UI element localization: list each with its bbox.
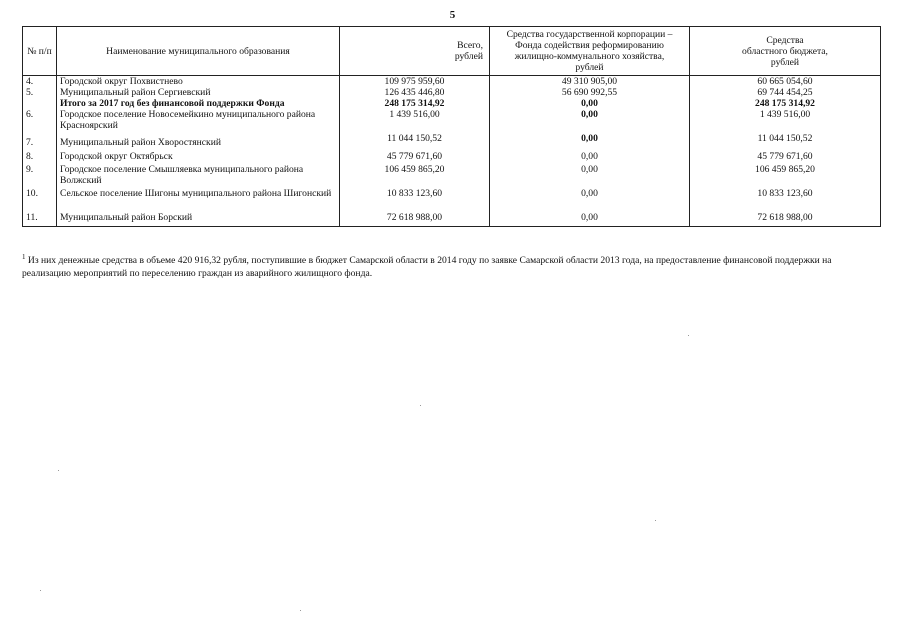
header-regional-line: областного бюджета,: [742, 45, 828, 57]
row-regional: 69 744 454,25: [690, 87, 881, 98]
row-total: 109 975 959,60: [340, 76, 490, 88]
row-total: 106 459 865,20: [340, 164, 490, 188]
table-row: [23, 76, 881, 88]
header-regional: [690, 27, 881, 76]
row-fund: 0,00: [490, 133, 690, 151]
footnote: [22, 254, 882, 280]
row-num: 4.: [23, 76, 57, 88]
row-total: 10 833 123,60: [340, 188, 490, 212]
header-regional-line: Средства: [766, 34, 804, 46]
row-num: 5.: [23, 87, 57, 98]
footnote-text: Из них денежные средства в объеме 420 916,32 рубля, поступившие в бюджет Самарской области в 2014 году по заявке Самарской области 2013 года, на предоставление финансовой поддержки на реализацию мероприятий по переселению граждан из аварийного жилищного фонда.: [22, 255, 832, 279]
header-total-line: рублей: [454, 51, 483, 62]
row-num: [23, 98, 57, 109]
page-number: 5: [449, 9, 456, 21]
row-fund: 0,00: [490, 98, 690, 109]
table-header-row: [23, 27, 881, 76]
header-fund: [490, 27, 690, 76]
table-row: [23, 109, 881, 133]
header-total: [340, 27, 490, 76]
scan-speck: [655, 520, 656, 521]
funding-table: [22, 26, 881, 227]
header-fund-line: жилищно-коммунального хозяйства,: [514, 51, 665, 62]
row-total: 1 439 516,00: [340, 109, 490, 133]
row-name: Городское поселение Смышляевка муниципального района Волжский: [57, 164, 340, 188]
header-fund-line: Средства государственной корпорации –: [506, 29, 673, 40]
row-fund: 0,00: [490, 212, 690, 226]
table-row: [23, 87, 881, 98]
row-total: 72 618 988,00: [340, 212, 490, 226]
row-regional: 60 665 054,60: [690, 76, 881, 88]
row-regional: 11 044 150,52: [690, 133, 881, 151]
row-name: Итого за 2017 год без финансовой поддержки Фонда: [57, 98, 340, 109]
row-name: Городской округ Похвистнево: [57, 76, 340, 88]
row-name: Муниципальный район Хворостянский: [57, 133, 340, 151]
row-fund: 0,00: [490, 109, 690, 133]
row-fund: 0,00: [490, 151, 690, 164]
scan-speck: [300, 610, 301, 611]
row-total: 45 779 671,60: [340, 151, 490, 164]
header-num: № п/п: [23, 27, 57, 76]
scan-speck: [420, 405, 421, 406]
scan-speck: [58, 470, 59, 471]
row-regional: 1 439 516,00: [690, 109, 881, 133]
row-regional: 10 833 123,60: [690, 188, 881, 212]
row-num: 7.: [23, 133, 57, 151]
row-fund: 0,00: [490, 188, 690, 212]
row-num: 6.: [23, 109, 57, 133]
table-row: [23, 133, 881, 151]
row-num: 11.: [23, 212, 57, 226]
row-name: Муниципальный район Борский: [57, 212, 340, 226]
header-regional-line: рублей: [770, 56, 800, 68]
row-regional: 45 779 671,60: [690, 151, 881, 164]
row-total: 126 435 446,80: [340, 87, 490, 98]
header-name: Наименование муниципального образования: [57, 27, 340, 76]
scan-speck: [40, 590, 41, 591]
row-regional: 106 459 865,20: [690, 164, 881, 188]
table-row: [23, 151, 881, 164]
header-fund-line: Фонда содействия реформированию: [515, 40, 664, 51]
header-total-line: Всего,: [457, 40, 483, 51]
row-name: Муниципальный район Сергиевский: [57, 87, 340, 98]
row-regional: 72 618 988,00: [690, 212, 881, 226]
row-fund: 56 690 992,55: [490, 87, 690, 98]
row-num: 9.: [23, 164, 57, 188]
scan-speck: [688, 335, 689, 336]
table-row: [23, 164, 881, 188]
table-row: [23, 212, 881, 226]
table-row: [23, 188, 881, 212]
footnote-marker: 1: [22, 252, 26, 261]
row-num: 10.: [23, 188, 57, 212]
row-regional: 248 175 314,92: [690, 98, 881, 109]
row-fund: 49 310 905,00: [490, 76, 690, 88]
row-total: 11 044 150,52: [340, 133, 490, 151]
row-name: Городской округ Октябрьск: [57, 151, 340, 164]
row-total: 248 175 314,92: [340, 98, 490, 109]
table-row-subtotal: [23, 98, 881, 109]
header-fund-line: рублей: [575, 62, 604, 73]
row-name: Городское поселение Новосемейкино муниципального района Красноярский: [57, 109, 340, 133]
row-name: Сельское поселение Шигоны муниципального района Шигонский: [57, 188, 340, 212]
row-fund: 0,00: [490, 164, 690, 188]
row-num: 8.: [23, 151, 57, 164]
